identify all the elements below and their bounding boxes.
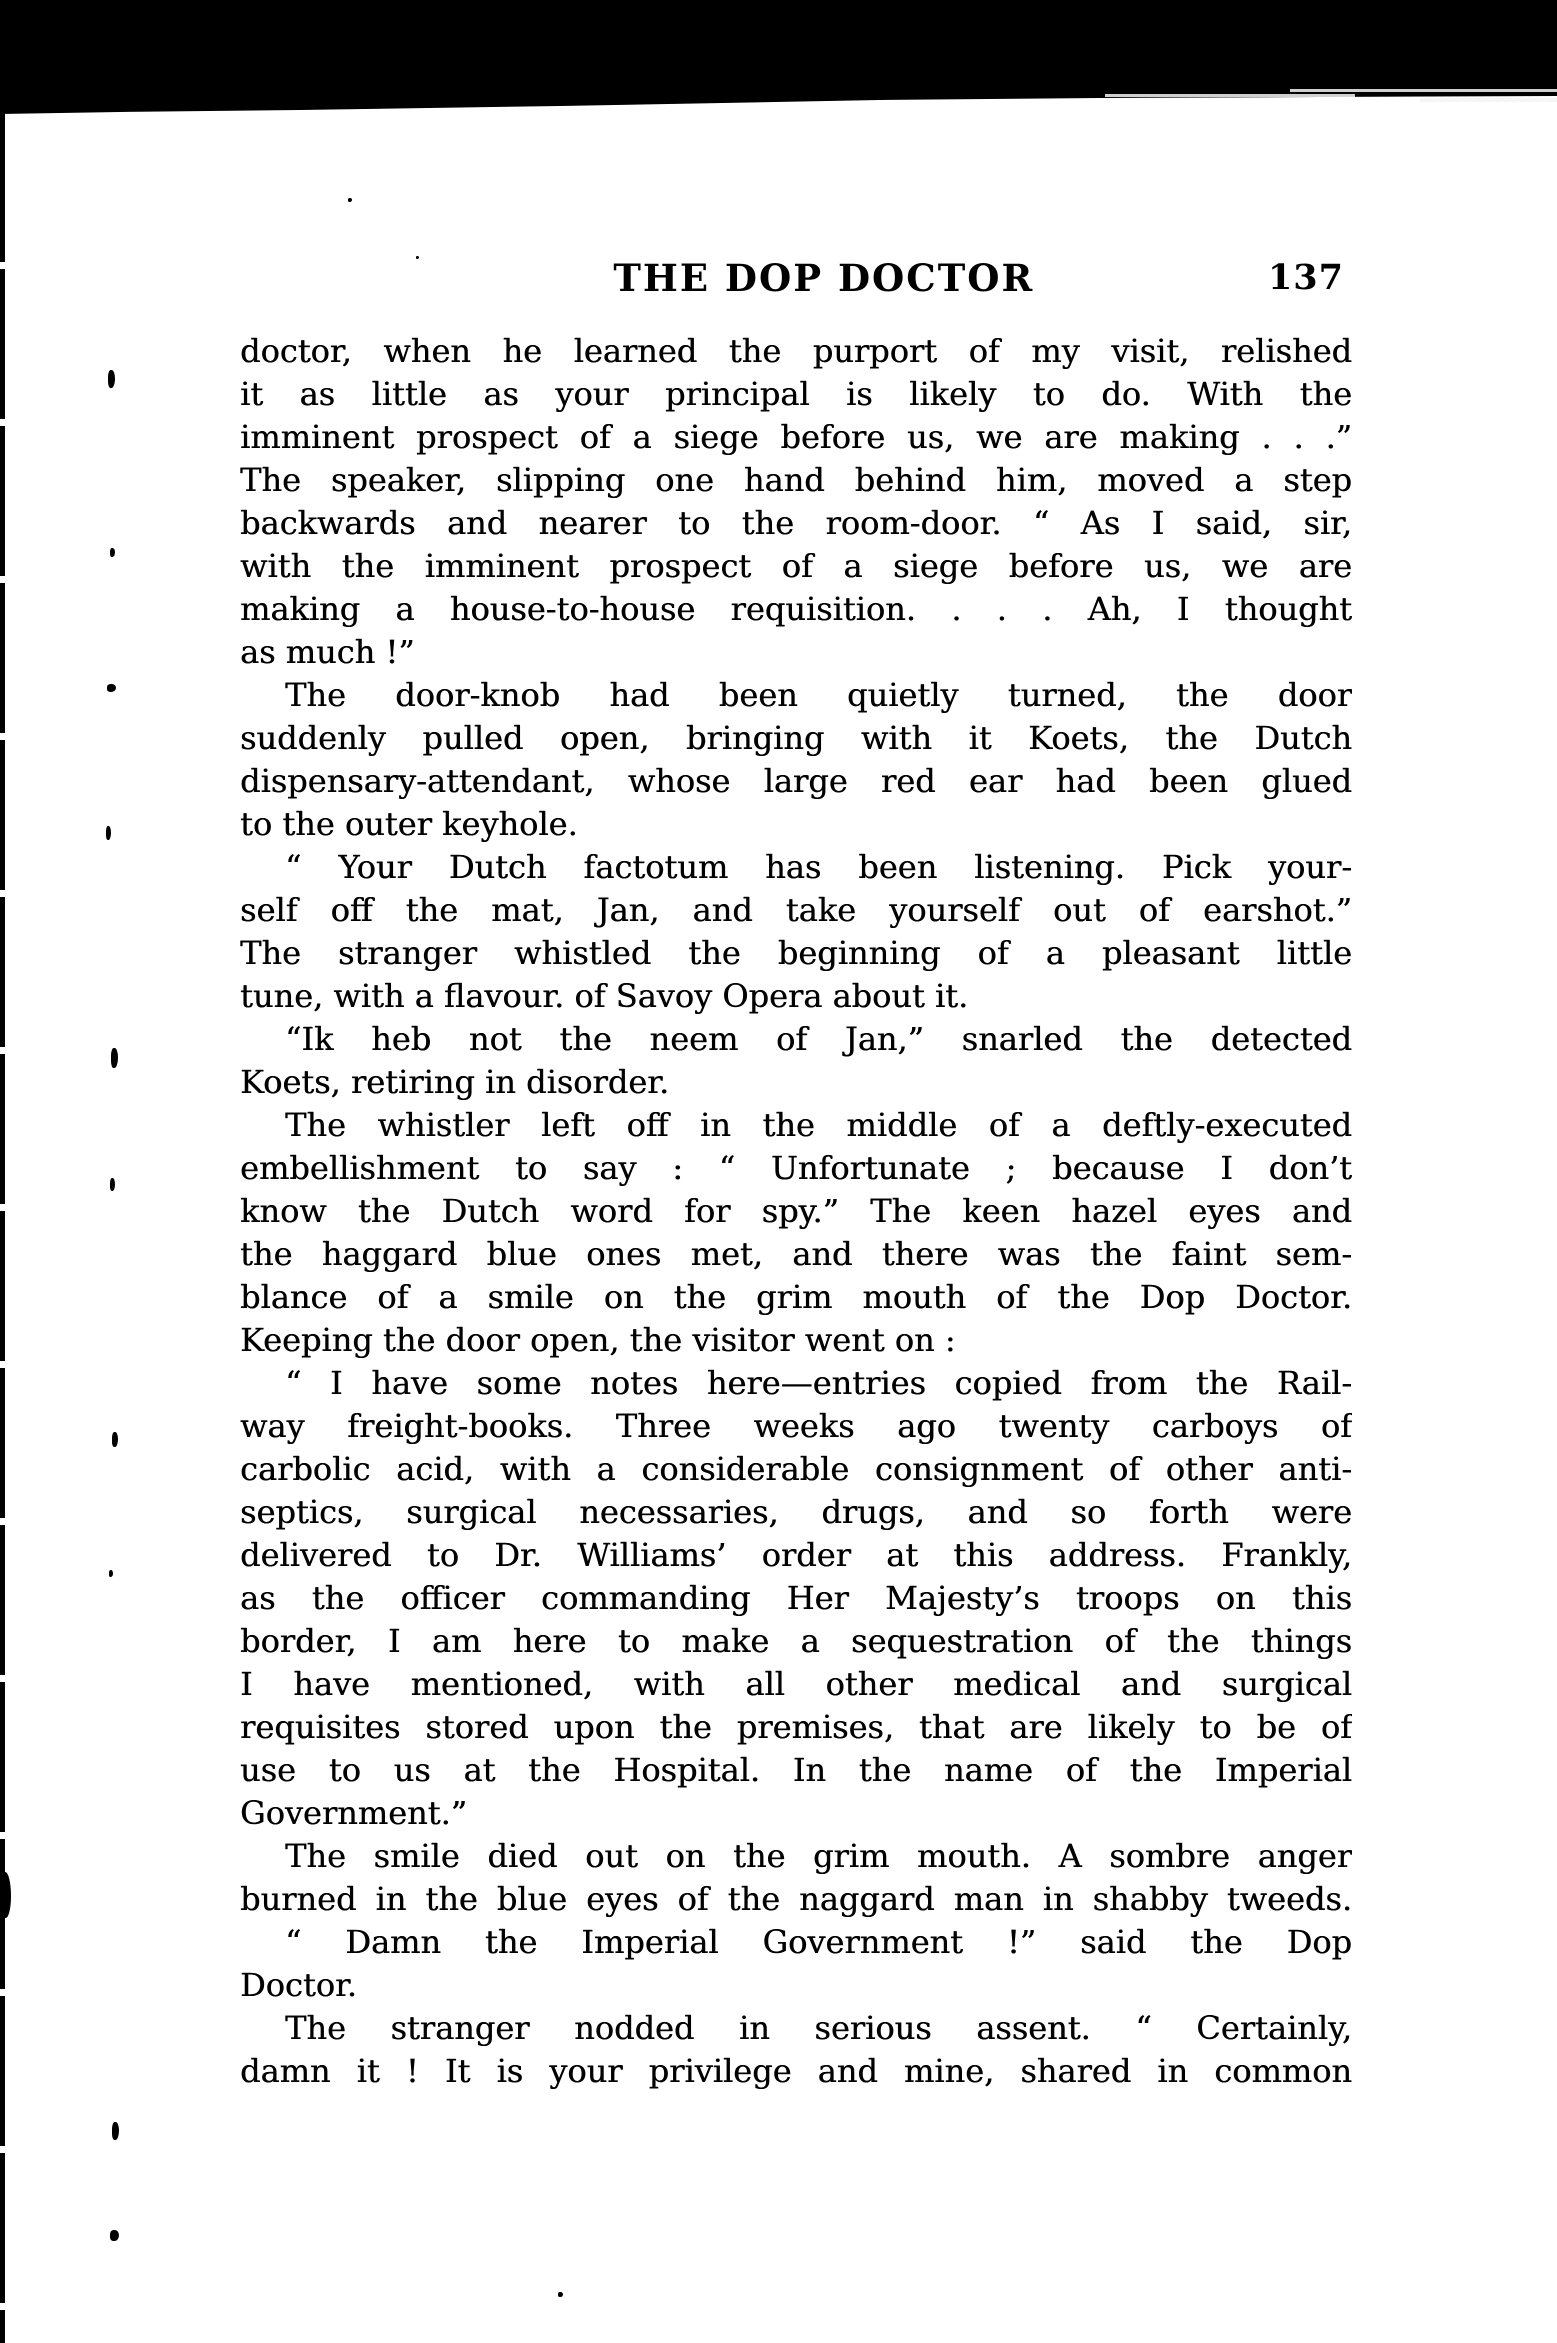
- ink-speck: [107, 684, 116, 692]
- text-line: imminent prospect of a siege before us, we are making . . .”: [240, 418, 1352, 456]
- text-line: as the officer commanding Her Majesty’s troops on this: [240, 1579, 1352, 1617]
- scan-edge-line: [0, 112, 5, 2343]
- text-line: making a house-to-house requisition. . . . Ah, I thought: [240, 590, 1352, 628]
- ink-speck: [110, 548, 115, 557]
- text-line: “Ik heb not the neem of Jan,” snarled the detected: [285, 1020, 1352, 1058]
- text-line: The door-knob had been quietly turned, the door: [285, 676, 1352, 714]
- running-header: [240, 256, 1352, 306]
- text-line: The whistler left off in the middle of a deftly-executed: [285, 1106, 1352, 1144]
- ink-speck: [112, 2122, 119, 2140]
- ink-dot: [558, 2292, 563, 2297]
- scan-scratch: [1105, 94, 1355, 97]
- ink-speck: [106, 826, 111, 840]
- scan-scratch: [1290, 89, 1557, 92]
- text-line: backwards and nearer to the room-door. “ As I said, sir,: [240, 504, 1352, 542]
- text-line: The stranger whistled the beginning of a pleasant little: [240, 934, 1352, 972]
- text-line: dispensary-attendant, whose large red ear had been glued: [240, 762, 1352, 800]
- ink-speck: [110, 1178, 115, 1191]
- text-line: as much !”: [240, 633, 415, 671]
- running-header-title: THE DOP DOCTOR: [613, 256, 1035, 300]
- text-line: border, I am here to make a sequestration of the things: [240, 1622, 1352, 1660]
- text-line: know the Dutch word for spy.” The keen hazel eyes and: [240, 1192, 1352, 1230]
- text-line: the haggard blue ones met, and there was the faint sem-: [240, 1235, 1352, 1273]
- ink-speck: [110, 2230, 119, 2241]
- text-line: doctor, when he learned the purport of my visit, relished: [240, 332, 1352, 370]
- ink-dot: [348, 198, 352, 202]
- text-line: requisites stored upon the premises, that are likely to be of: [240, 1708, 1352, 1746]
- scan-scratch: [1420, 98, 1557, 102]
- text-line: embellishment to say : “ Unfortunate ; because I don’t: [240, 1149, 1352, 1187]
- text-line: The speaker, slipping one hand behind him, moved a step: [240, 461, 1352, 499]
- text-line: Keeping the door open, the visitor went on :: [240, 1321, 956, 1359]
- text-line: damn it ! It is your privilege and mine, shared in common: [240, 2052, 1352, 2090]
- text-line: Government.”: [240, 1794, 468, 1832]
- text-line: The smile died out on the grim mouth. A sombre anger: [285, 1837, 1352, 1875]
- text-line: with the imminent prospect of a siege before us, we are: [240, 547, 1352, 585]
- text-line: “ I have some notes here—entries copied from the Rail-: [285, 1364, 1352, 1402]
- ink-speck: [108, 370, 115, 388]
- scan-edge-blob: [0, 1872, 11, 1918]
- scan-gutter-bar: [0, 0, 1557, 115]
- text-line: carbolic acid, with a considerable consignment of other anti-: [240, 1450, 1352, 1488]
- text-line: Koets, retiring in disorder.: [240, 1063, 670, 1101]
- text-line: Doctor.: [240, 1966, 357, 2004]
- ink-speck: [109, 1570, 113, 1577]
- text-line: use to us at the Hospital. In the name of the Imperial: [240, 1751, 1352, 1789]
- text-line: The stranger nodded in serious assent. “ Certainly,: [285, 2009, 1352, 2047]
- ink-speck: [112, 1432, 118, 1447]
- text-line: septics, surgical necessaries, drugs, and so forth were: [240, 1493, 1352, 1531]
- text-line: it as little as your principal is likely to do. With the: [240, 375, 1352, 413]
- ink-speck: [111, 1048, 118, 1068]
- text-line: to the outer keyhole.: [240, 805, 578, 843]
- text-line: burned in the blue eyes of the naggard man in shabby tweeds.: [240, 1880, 1352, 1918]
- text-line: suddenly pulled open, bringing with it Koets, the Dutch: [240, 719, 1352, 757]
- text-line: “ Your Dutch factotum has been listening. Pick your-: [285, 848, 1352, 886]
- text-line: blance of a smile on the grim mouth of the Dop Doctor.: [240, 1278, 1352, 1316]
- text-line: way freight-books. Three weeks ago twenty carboys of: [240, 1407, 1352, 1445]
- text-line: tune, with a flavour. of Savoy Opera about it.: [240, 977, 969, 1015]
- text-line: I have mentioned, with all other medical and surgical: [240, 1665, 1352, 1703]
- text-line: self off the mat, Jan, and take yourself out of earshot.”: [240, 891, 1352, 929]
- page-number: 137: [1267, 257, 1344, 298]
- text-line: delivered to Dr. Williams’ order at this address. Frankly,: [240, 1536, 1352, 1574]
- page-text: [240, 330, 1352, 2093]
- text-line: “ Damn the Imperial Government !” said the Dop: [285, 1923, 1352, 1961]
